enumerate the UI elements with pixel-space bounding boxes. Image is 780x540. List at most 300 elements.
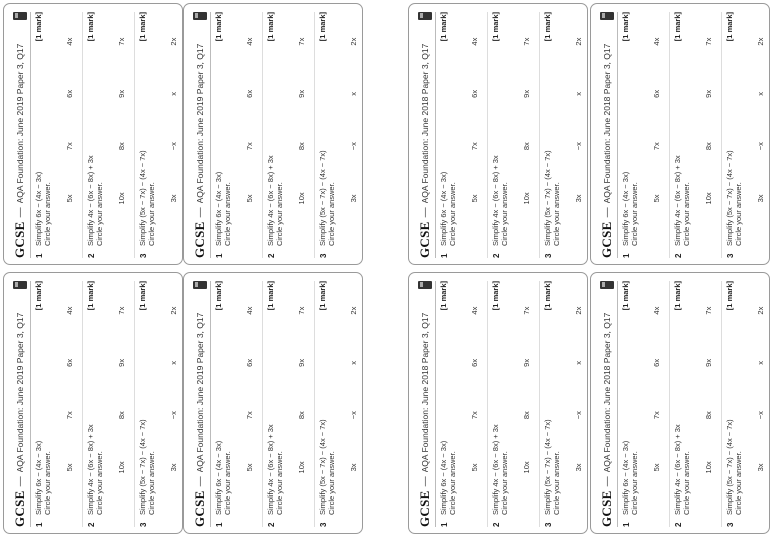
mark-allocation: [1 mark] <box>34 12 43 42</box>
gcse-logo: GCSE <box>192 490 207 527</box>
question-text <box>621 441 639 515</box>
answer-option[interactable]: 9x <box>297 89 306 98</box>
answer-options <box>349 22 358 218</box>
question-line: Simplify (5x − 7x) − (4x − 7x) <box>543 419 552 515</box>
header-dash: — <box>14 207 26 218</box>
header-dash: — <box>601 207 613 218</box>
question-text <box>86 155 104 246</box>
header-dash: — <box>194 476 206 487</box>
card-header <box>10 281 31 527</box>
calculator-icon <box>600 281 614 289</box>
answer-option[interactable]: 3x <box>169 463 178 472</box>
question-line: Simplify 4x − (6x − 8x) + 3x <box>86 155 95 246</box>
answer-option[interactable]: 2x <box>574 37 583 46</box>
answer-option[interactable]: 8x <box>704 411 713 420</box>
mark-allocation: [1 mark] <box>673 281 682 311</box>
question-number: 3 <box>139 522 148 527</box>
answer-option[interactable]: 2x <box>349 37 358 46</box>
answer-options <box>297 22 306 218</box>
question <box>263 281 315 527</box>
header-dash: — <box>14 476 26 487</box>
question-instruction: Circle your answer. <box>223 182 232 246</box>
answer-option[interactable]: 4x <box>470 306 479 315</box>
question-text <box>266 424 284 515</box>
question-line: Simplify 6x − (4x − 3x) <box>439 440 448 515</box>
answer-option[interactable]: 3x <box>574 194 583 203</box>
gcse-logo: GCSE <box>12 490 27 527</box>
answer-option[interactable]: 7x <box>704 37 713 46</box>
card-header <box>415 281 436 527</box>
answer-option[interactable]: x <box>169 92 178 96</box>
answer-options <box>704 22 713 218</box>
question-number: 1 <box>35 522 44 527</box>
question-card <box>3 3 183 265</box>
answer-option[interactable]: 3x <box>349 463 358 472</box>
gcse-logo: GCSE <box>599 221 614 258</box>
card-title: AQA Foundation: June 2018 Paper 3, Q17 <box>602 312 612 473</box>
question-number: 2 <box>267 253 276 258</box>
mark-allocation: [1 mark] <box>543 12 552 42</box>
answer-option[interactable]: 7x <box>297 37 306 46</box>
question-line: Simplify (5x − 7x) − (4x − 7x) <box>543 150 552 246</box>
answer-option[interactable]: 9x <box>117 89 126 98</box>
answer-option[interactable]: 8x <box>297 142 306 151</box>
question-number: 2 <box>674 253 683 258</box>
question <box>722 12 770 258</box>
mark-allocation: [1 mark] <box>138 12 147 42</box>
answer-option[interactable]: x <box>349 92 358 96</box>
question-line: Simplify 6x − (4x − 3x) <box>214 171 223 246</box>
question-instruction: Circle your answer. <box>734 182 743 246</box>
answer-option[interactable]: 7x <box>65 142 74 151</box>
mark-allocation: [1 mark] <box>214 281 223 311</box>
answer-option[interactable]: x <box>574 92 583 96</box>
header-dash: — <box>601 476 613 487</box>
answer-option[interactable]: −x <box>574 142 583 151</box>
question-number: 3 <box>319 522 328 527</box>
card-content <box>591 273 770 534</box>
answer-option[interactable]: 4x <box>470 37 479 46</box>
answer-option[interactable]: 3x <box>756 463 765 472</box>
answer-option[interactable]: 8x <box>522 411 531 420</box>
answer-option[interactable]: 10x <box>117 461 126 474</box>
answer-option[interactable]: 9x <box>704 358 713 367</box>
mark-allocation: [1 mark] <box>491 12 500 42</box>
question-line: Simplify 4x − (6x − 8x) + 3x <box>491 424 500 515</box>
answer-option[interactable]: 10x <box>704 192 713 205</box>
answer-option[interactable]: −x <box>169 142 178 151</box>
question-number: 3 <box>319 253 328 258</box>
gcse-logo: GCSE <box>192 221 207 258</box>
answer-option[interactable]: 4x <box>245 306 254 315</box>
gcse-logo: GCSE <box>12 221 27 258</box>
question-number: 2 <box>87 522 96 527</box>
answer-option[interactable]: 9x <box>522 89 531 98</box>
question-list <box>618 281 770 527</box>
question-instruction: Circle your answer. <box>43 451 52 515</box>
question-text <box>318 419 336 515</box>
question-number: 2 <box>87 253 96 258</box>
answer-option[interactable]: 9x <box>522 358 531 367</box>
mark-allocation: [1 mark] <box>214 12 223 42</box>
gcse-logo: GCSE <box>417 221 432 258</box>
mark-allocation: [1 mark] <box>725 281 734 311</box>
question-line: Simplify (5x − 7x) − (4x − 7x) <box>725 150 734 246</box>
question-instruction: Circle your answer. <box>327 451 336 515</box>
question-line: Simplify 4x − (6x − 8x) + 3x <box>673 424 682 515</box>
card-title: AQA Foundation: June 2019 Paper 3, Q17 <box>15 312 25 473</box>
answer-option[interactable]: 10x <box>297 192 306 205</box>
question-text <box>214 441 232 515</box>
question-text <box>266 155 284 246</box>
question-card <box>183 3 363 265</box>
card-content <box>184 4 363 265</box>
question-list <box>211 281 363 527</box>
question-instruction: Circle your answer. <box>552 182 561 246</box>
question-instruction: Circle your answer. <box>682 182 691 246</box>
answer-option[interactable]: 6x <box>65 89 74 98</box>
question-text <box>34 172 52 246</box>
mark-allocation: [1 mark] <box>318 281 327 311</box>
question <box>436 12 488 258</box>
answer-option[interactable]: 2x <box>169 306 178 315</box>
answer-option[interactable]: 6x <box>245 89 254 98</box>
question-card <box>590 3 770 265</box>
answer-option[interactable]: 10x <box>297 461 306 474</box>
answer-option[interactable]: 7x <box>522 37 531 46</box>
answer-option[interactable]: 4x <box>652 37 661 46</box>
answer-option[interactable]: 8x <box>297 411 306 420</box>
question-text <box>491 155 509 246</box>
question-text <box>86 424 104 515</box>
question-number: 1 <box>215 253 224 258</box>
answer-option[interactable]: 9x <box>297 358 306 367</box>
question <box>540 281 588 527</box>
mark-allocation: [1 mark] <box>543 281 552 311</box>
question-text <box>673 155 691 246</box>
calculator-icon <box>13 12 27 20</box>
question-line: Simplify 6x − (4x − 3x) <box>214 440 223 515</box>
answer-option[interactable]: 8x <box>704 142 713 151</box>
answer-option[interactable]: 8x <box>117 142 126 151</box>
header-dash: — <box>419 476 431 487</box>
mark-allocation: [1 mark] <box>318 12 327 42</box>
mark-allocation: [1 mark] <box>34 281 43 311</box>
answer-option[interactable]: 7x <box>652 411 661 420</box>
mark-allocation: [1 mark] <box>621 12 630 42</box>
answer-options <box>169 22 178 218</box>
question <box>488 281 540 527</box>
card-content <box>409 273 588 534</box>
answer-options <box>65 22 74 218</box>
question-line: Simplify 4x − (6x − 8x) + 3x <box>491 155 500 246</box>
answer-option[interactable]: 3x <box>574 463 583 472</box>
mark-allocation: [1 mark] <box>266 281 275 311</box>
answer-options <box>117 291 126 487</box>
question-number: 3 <box>544 522 553 527</box>
answer-options <box>652 291 661 487</box>
card-title: AQA Foundation: June 2019 Paper 3, Q17 <box>195 312 205 473</box>
question-card <box>183 272 363 534</box>
answer-option[interactable]: x <box>574 361 583 365</box>
answer-option[interactable]: x <box>349 361 358 365</box>
mark-allocation: [1 mark] <box>439 12 448 42</box>
answer-option[interactable]: −x <box>756 411 765 420</box>
question <box>135 12 183 258</box>
question-line: Simplify 6x − (4x − 3x) <box>34 440 43 515</box>
question <box>263 12 315 258</box>
answer-option[interactable]: 7x <box>652 142 661 151</box>
question-text <box>725 150 743 246</box>
question-line: Simplify (5x − 7x) − (4x − 7x) <box>138 150 147 246</box>
question-text <box>138 419 156 515</box>
answer-option[interactable]: 3x <box>169 194 178 203</box>
question-line: Simplify (5x − 7x) − (4x − 7x) <box>725 419 734 515</box>
answer-option[interactable]: 2x <box>756 306 765 315</box>
question-number: 2 <box>492 253 501 258</box>
question-instruction: Circle your answer. <box>734 451 743 515</box>
question-line: Simplify 4x − (6x − 8x) + 3x <box>266 155 275 246</box>
question-instruction: Circle your answer. <box>95 451 104 515</box>
card-title: AQA Foundation: June 2019 Paper 3, Q17 <box>15 43 25 204</box>
card-content <box>4 4 183 265</box>
answer-option[interactable]: −x <box>349 411 358 420</box>
question-instruction: Circle your answer. <box>682 451 691 515</box>
answer-option[interactable]: −x <box>756 142 765 151</box>
question-instruction: Circle your answer. <box>448 182 457 246</box>
answer-option[interactable]: 9x <box>117 358 126 367</box>
gcse-logo: GCSE <box>417 490 432 527</box>
gcse-logo: GCSE <box>599 490 614 527</box>
question-list <box>436 12 588 258</box>
answer-option[interactable]: −x <box>574 411 583 420</box>
answer-options <box>470 291 479 487</box>
calculator-icon <box>13 281 27 289</box>
question <box>488 12 540 258</box>
mark-allocation: [1 mark] <box>673 12 682 42</box>
answer-option[interactable]: x <box>169 361 178 365</box>
card-content <box>591 4 770 265</box>
card-content <box>409 4 588 265</box>
question-number: 3 <box>726 253 735 258</box>
question-instruction: Circle your answer. <box>500 182 509 246</box>
mark-allocation: [1 mark] <box>86 12 95 42</box>
answer-option[interactable]: 3x <box>349 194 358 203</box>
question-list <box>618 12 770 258</box>
question-text <box>214 172 232 246</box>
question-number: 3 <box>139 253 148 258</box>
answer-option[interactable]: 5x <box>652 194 661 203</box>
answer-option[interactable]: 7x <box>65 411 74 420</box>
header-dash: — <box>419 207 431 218</box>
answer-option[interactable]: 5x <box>652 463 661 472</box>
question <box>618 281 670 527</box>
answer-option[interactable]: 5x <box>470 463 479 472</box>
card-header <box>415 12 436 258</box>
question-instruction: Circle your answer. <box>275 451 284 515</box>
answer-option[interactable]: 6x <box>470 358 479 367</box>
question-text <box>543 150 561 246</box>
answer-option[interactable]: 10x <box>522 461 531 474</box>
question-number: 2 <box>492 522 501 527</box>
card-header <box>190 281 211 527</box>
question-line: Simplify (5x − 7x) − (4x − 7x) <box>138 419 147 515</box>
answer-option[interactable]: 10x <box>704 461 713 474</box>
question-line: Simplify 6x − (4x − 3x) <box>34 171 43 246</box>
question-instruction: Circle your answer. <box>552 451 561 515</box>
question-line: Simplify (5x − 7x) − (4x − 7x) <box>318 419 327 515</box>
answer-option[interactable]: 7x <box>117 306 126 315</box>
question <box>670 12 722 258</box>
card-header <box>190 12 211 258</box>
answer-option[interactable]: 3x <box>756 194 765 203</box>
answer-option[interactable]: 4x <box>652 306 661 315</box>
answer-option[interactable]: 7x <box>470 411 479 420</box>
question-text <box>34 441 52 515</box>
answer-option[interactable]: 4x <box>245 37 254 46</box>
question <box>436 281 488 527</box>
question-text <box>318 150 336 246</box>
question-instruction: Circle your answer. <box>500 451 509 515</box>
question-line: Simplify 4x − (6x − 8x) + 3x <box>673 155 682 246</box>
question <box>211 12 263 258</box>
answer-options <box>169 291 178 487</box>
calculator-icon <box>193 12 207 20</box>
answer-options <box>522 22 531 218</box>
answer-option[interactable]: x <box>756 361 765 365</box>
question-text <box>673 424 691 515</box>
answer-option[interactable]: 8x <box>522 142 531 151</box>
question-number: 1 <box>622 253 631 258</box>
question <box>31 281 83 527</box>
question-card <box>590 272 770 534</box>
answer-option[interactable]: 7x <box>297 306 306 315</box>
question-instruction: Circle your answer. <box>43 182 52 246</box>
answer-option[interactable]: −x <box>169 411 178 420</box>
answer-options <box>756 22 765 218</box>
question-text <box>138 150 156 246</box>
answer-option[interactable]: 5x <box>65 463 74 472</box>
answer-option[interactable]: 10x <box>117 192 126 205</box>
answer-options <box>297 291 306 487</box>
answer-options <box>245 291 254 487</box>
answer-option[interactable]: 6x <box>652 89 661 98</box>
question-instruction: Circle your answer. <box>630 182 639 246</box>
question-instruction: Circle your answer. <box>275 182 284 246</box>
answer-option[interactable]: 9x <box>704 89 713 98</box>
question-line: Simplify (5x − 7x) − (4x − 7x) <box>318 150 327 246</box>
answer-options <box>704 291 713 487</box>
answer-option[interactable]: 2x <box>349 306 358 315</box>
answer-option[interactable]: 2x <box>169 37 178 46</box>
question-line: Simplify 4x − (6x − 8x) + 3x <box>266 424 275 515</box>
answer-option[interactable]: 5x <box>65 194 74 203</box>
card-title: AQA Foundation: June 2019 Paper 3, Q17 <box>195 43 205 204</box>
answer-options <box>522 291 531 487</box>
answer-option[interactable]: 7x <box>245 411 254 420</box>
mark-allocation: [1 mark] <box>725 12 734 42</box>
answer-option[interactable]: 5x <box>245 463 254 472</box>
question-list <box>31 281 183 527</box>
card-header <box>10 12 31 258</box>
question-line: Simplify 6x − (4x − 3x) <box>621 171 630 246</box>
answer-option[interactable]: 7x <box>117 37 126 46</box>
answer-options <box>470 22 479 218</box>
answer-option[interactable]: x <box>756 92 765 96</box>
question-instruction: Circle your answer. <box>448 451 457 515</box>
answer-option[interactable]: 2x <box>574 306 583 315</box>
card-title: AQA Foundation: June 2018 Paper 3, Q17 <box>420 312 430 473</box>
question-text <box>439 441 457 515</box>
calculator-icon <box>600 12 614 20</box>
answer-option[interactable]: 6x <box>652 358 661 367</box>
question-number: 3 <box>544 253 553 258</box>
answer-option[interactable]: 7x <box>704 306 713 315</box>
question-number: 2 <box>267 522 276 527</box>
answer-option[interactable]: 2x <box>756 37 765 46</box>
question-card <box>408 272 588 534</box>
question <box>670 281 722 527</box>
calculator-icon <box>418 12 432 20</box>
question-text <box>439 172 457 246</box>
question-list <box>211 12 363 258</box>
answer-option[interactable]: 5x <box>470 194 479 203</box>
answer-options <box>574 22 583 218</box>
question <box>211 281 263 527</box>
card-content <box>4 273 183 534</box>
mark-allocation: [1 mark] <box>621 281 630 311</box>
question <box>540 12 588 258</box>
question-number: 1 <box>622 522 631 527</box>
question-instruction: Circle your answer. <box>95 182 104 246</box>
question-text <box>621 172 639 246</box>
card-header <box>597 12 618 258</box>
answer-option[interactable]: 6x <box>65 358 74 367</box>
mark-allocation: [1 mark] <box>138 281 147 311</box>
mark-allocation: [1 mark] <box>266 12 275 42</box>
question-list <box>31 12 183 258</box>
question <box>83 281 135 527</box>
question-instruction: Circle your answer. <box>147 451 156 515</box>
question-line: Simplify 6x − (4x − 3x) <box>621 440 630 515</box>
answer-option[interactable]: −x <box>349 142 358 151</box>
question-instruction: Circle your answer. <box>147 182 156 246</box>
answer-options <box>65 291 74 487</box>
question-instruction: Circle your answer. <box>223 451 232 515</box>
answer-option[interactable]: 7x <box>245 142 254 151</box>
answer-options <box>574 291 583 487</box>
answer-option[interactable]: 6x <box>245 358 254 367</box>
answer-option[interactable]: 7x <box>470 142 479 151</box>
answer-option[interactable]: 7x <box>522 306 531 315</box>
answer-option[interactable]: 4x <box>65 306 74 315</box>
question-instruction: Circle your answer. <box>327 182 336 246</box>
card-title: AQA Foundation: June 2018 Paper 3, Q17 <box>602 43 612 204</box>
calculator-icon <box>418 281 432 289</box>
answer-option[interactable]: 5x <box>245 194 254 203</box>
question-number: 2 <box>674 522 683 527</box>
question <box>135 281 183 527</box>
question <box>315 12 363 258</box>
question-text <box>725 419 743 515</box>
answer-option[interactable]: 6x <box>470 89 479 98</box>
answer-option[interactable]: 8x <box>117 411 126 420</box>
card-content <box>184 273 363 534</box>
question <box>618 12 670 258</box>
answer-option[interactable]: 10x <box>522 192 531 205</box>
mark-allocation: [1 mark] <box>491 281 500 311</box>
answer-option[interactable]: 4x <box>65 37 74 46</box>
